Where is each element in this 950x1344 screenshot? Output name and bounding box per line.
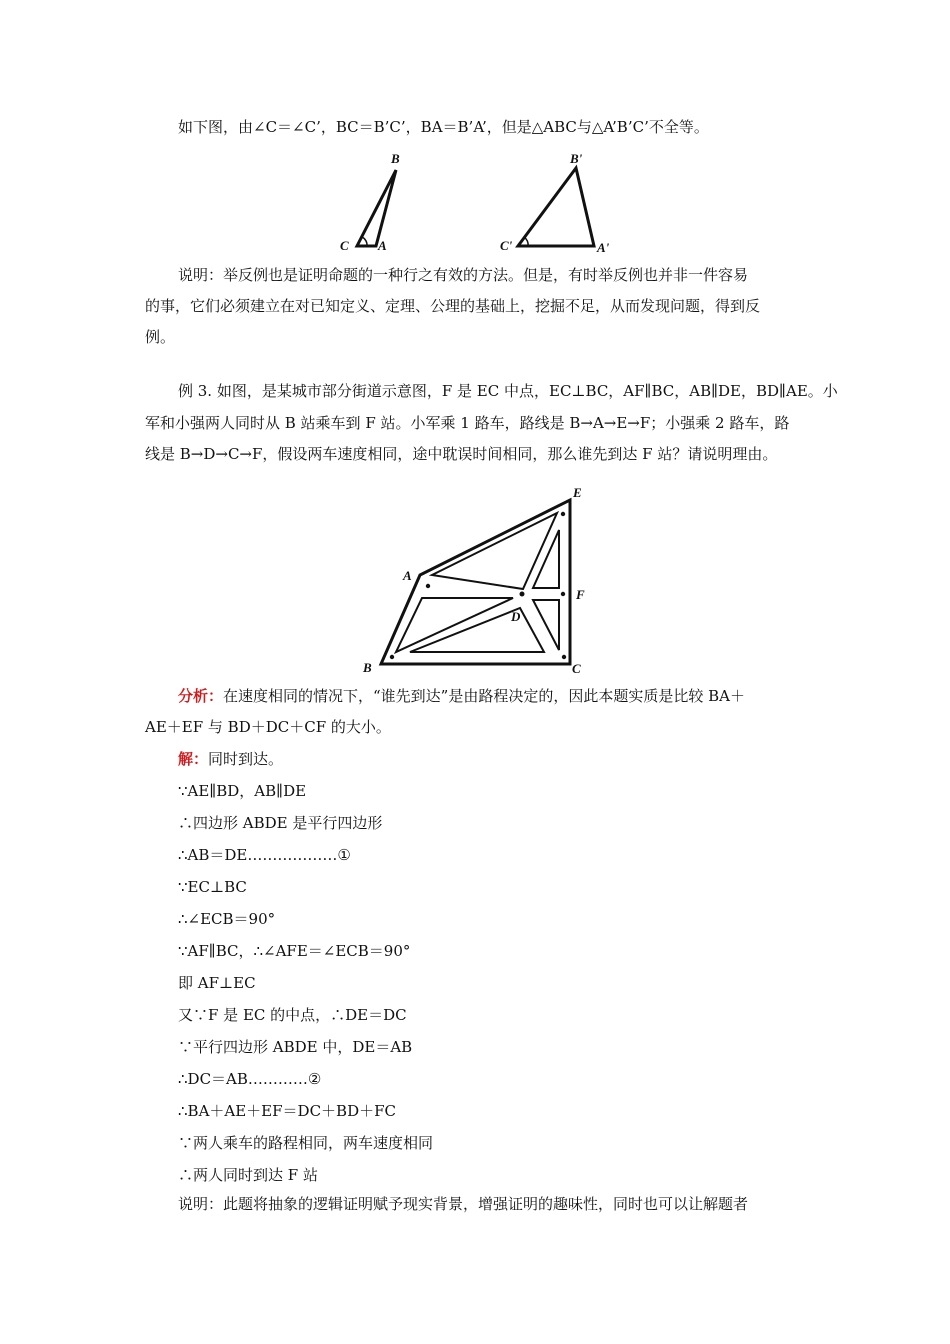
label-b2: B — [363, 660, 372, 675]
figure-street-map — [0, 480, 950, 680]
dot-c — [562, 655, 566, 659]
solution-line — [178, 749, 283, 769]
analysis-line2: AE＋EF 与 BD＋DC＋CF 的大小。 — [145, 718, 391, 736]
label-a-prime: A' — [597, 240, 610, 255]
block-right-lower — [533, 600, 559, 650]
solution-step: ∴AB＝DE………………① — [178, 846, 351, 864]
solution-step: ∵平行四边形 ABDE 中，DE＝AB — [178, 1038, 413, 1056]
triangle-abc-prime — [518, 168, 594, 246]
label-d: D — [511, 609, 521, 624]
dot-b — [390, 655, 394, 659]
block-left — [396, 598, 513, 652]
label-c: C — [340, 238, 349, 253]
analysis-label: 分析： — [178, 687, 224, 705]
triangle-abc — [357, 170, 396, 246]
note2-line1: 说明：此题将抽象的逻辑证明赋予现实背景，增强证明的趣味性，同时也可以让解题者 — [178, 1195, 749, 1213]
dot-f — [561, 592, 565, 596]
dot-d — [520, 592, 525, 597]
solution-step: ∵AE∥BD，AB∥DE — [178, 782, 307, 800]
solution-step: ∵EC⊥BC — [178, 878, 247, 896]
label-c2: C — [572, 661, 581, 676]
solution-step: 又∵F 是 EC 的中点，∴DE＝DC — [178, 1006, 407, 1024]
solution-step: ∴四边形 ABDE 是平行四边形 — [178, 814, 383, 832]
solution-step: ∵两人乘车的路程相同，两车速度相同 — [178, 1134, 434, 1152]
example3-line1: 例 3. 如图，是某城市部分街道示意图，F 是 EC 中点，EC⊥BC，AF∥BC，AB∥DE，BD∥AE。小 — [178, 382, 838, 400]
solution-step: 即 AF⊥EC — [178, 974, 256, 992]
note1-line1: 说明：举反例也是证明命题的一种行之有效的方法。但是，有时举反例也并非一件容易 — [178, 266, 749, 284]
solution-step: ∴∠ECB＝90° — [178, 910, 276, 928]
label-a: A — [378, 238, 387, 253]
analysis-line1 — [178, 686, 745, 706]
analysis-text: 在速度相同的情况下，“谁先到达”是由路程决定的，因此本题实质是比较 BA＋ — [223, 687, 745, 705]
note1-line3: 例。 — [145, 328, 176, 346]
label-b-prime: B' — [570, 151, 583, 166]
label-e: E — [573, 485, 582, 500]
label-f: F — [576, 587, 585, 602]
solution-answer: 同时到达。 — [208, 750, 284, 768]
label-c-prime: C' — [500, 238, 513, 253]
dot-a — [426, 584, 430, 588]
solution-label: 解： — [178, 750, 209, 768]
solution-step: ∴两人同时到达 F 站 — [178, 1166, 318, 1184]
solution-step: ∵AF∥BC，∴∠AFE＝∠ECB＝90° — [178, 942, 411, 960]
solution-step: ∴DC＝AB…………② — [178, 1070, 322, 1088]
solution-step: ∴BA＋AE＋EF＝DC＋BD＋FC — [178, 1102, 396, 1120]
note1-line2: 的事，它们必须建立在对已知定义、定理、公理的基础上，挖掘不足，从而发现问题，得到反 — [145, 297, 761, 315]
dot-e — [561, 512, 565, 516]
label-a2: A — [403, 568, 412, 583]
label-b: B — [391, 151, 400, 166]
example3-line3: 线是 B→D→C→F，假设两车速度相同，途中耽误时间相同，那么谁先到达 F 站？请说明理由。 — [145, 445, 778, 463]
example3-line2: 军和小强两人同时从 B 站乘车到 F 站。小军乘 1 路车，路线是 B→A→E→F；小强乘 2 路车，路 — [145, 414, 790, 432]
intro-text: 如下图，由∠C＝∠C’，BC＝B’C’，BA＝B’A’，但是△ABC与△A’B’C’不全等。 — [178, 118, 709, 136]
